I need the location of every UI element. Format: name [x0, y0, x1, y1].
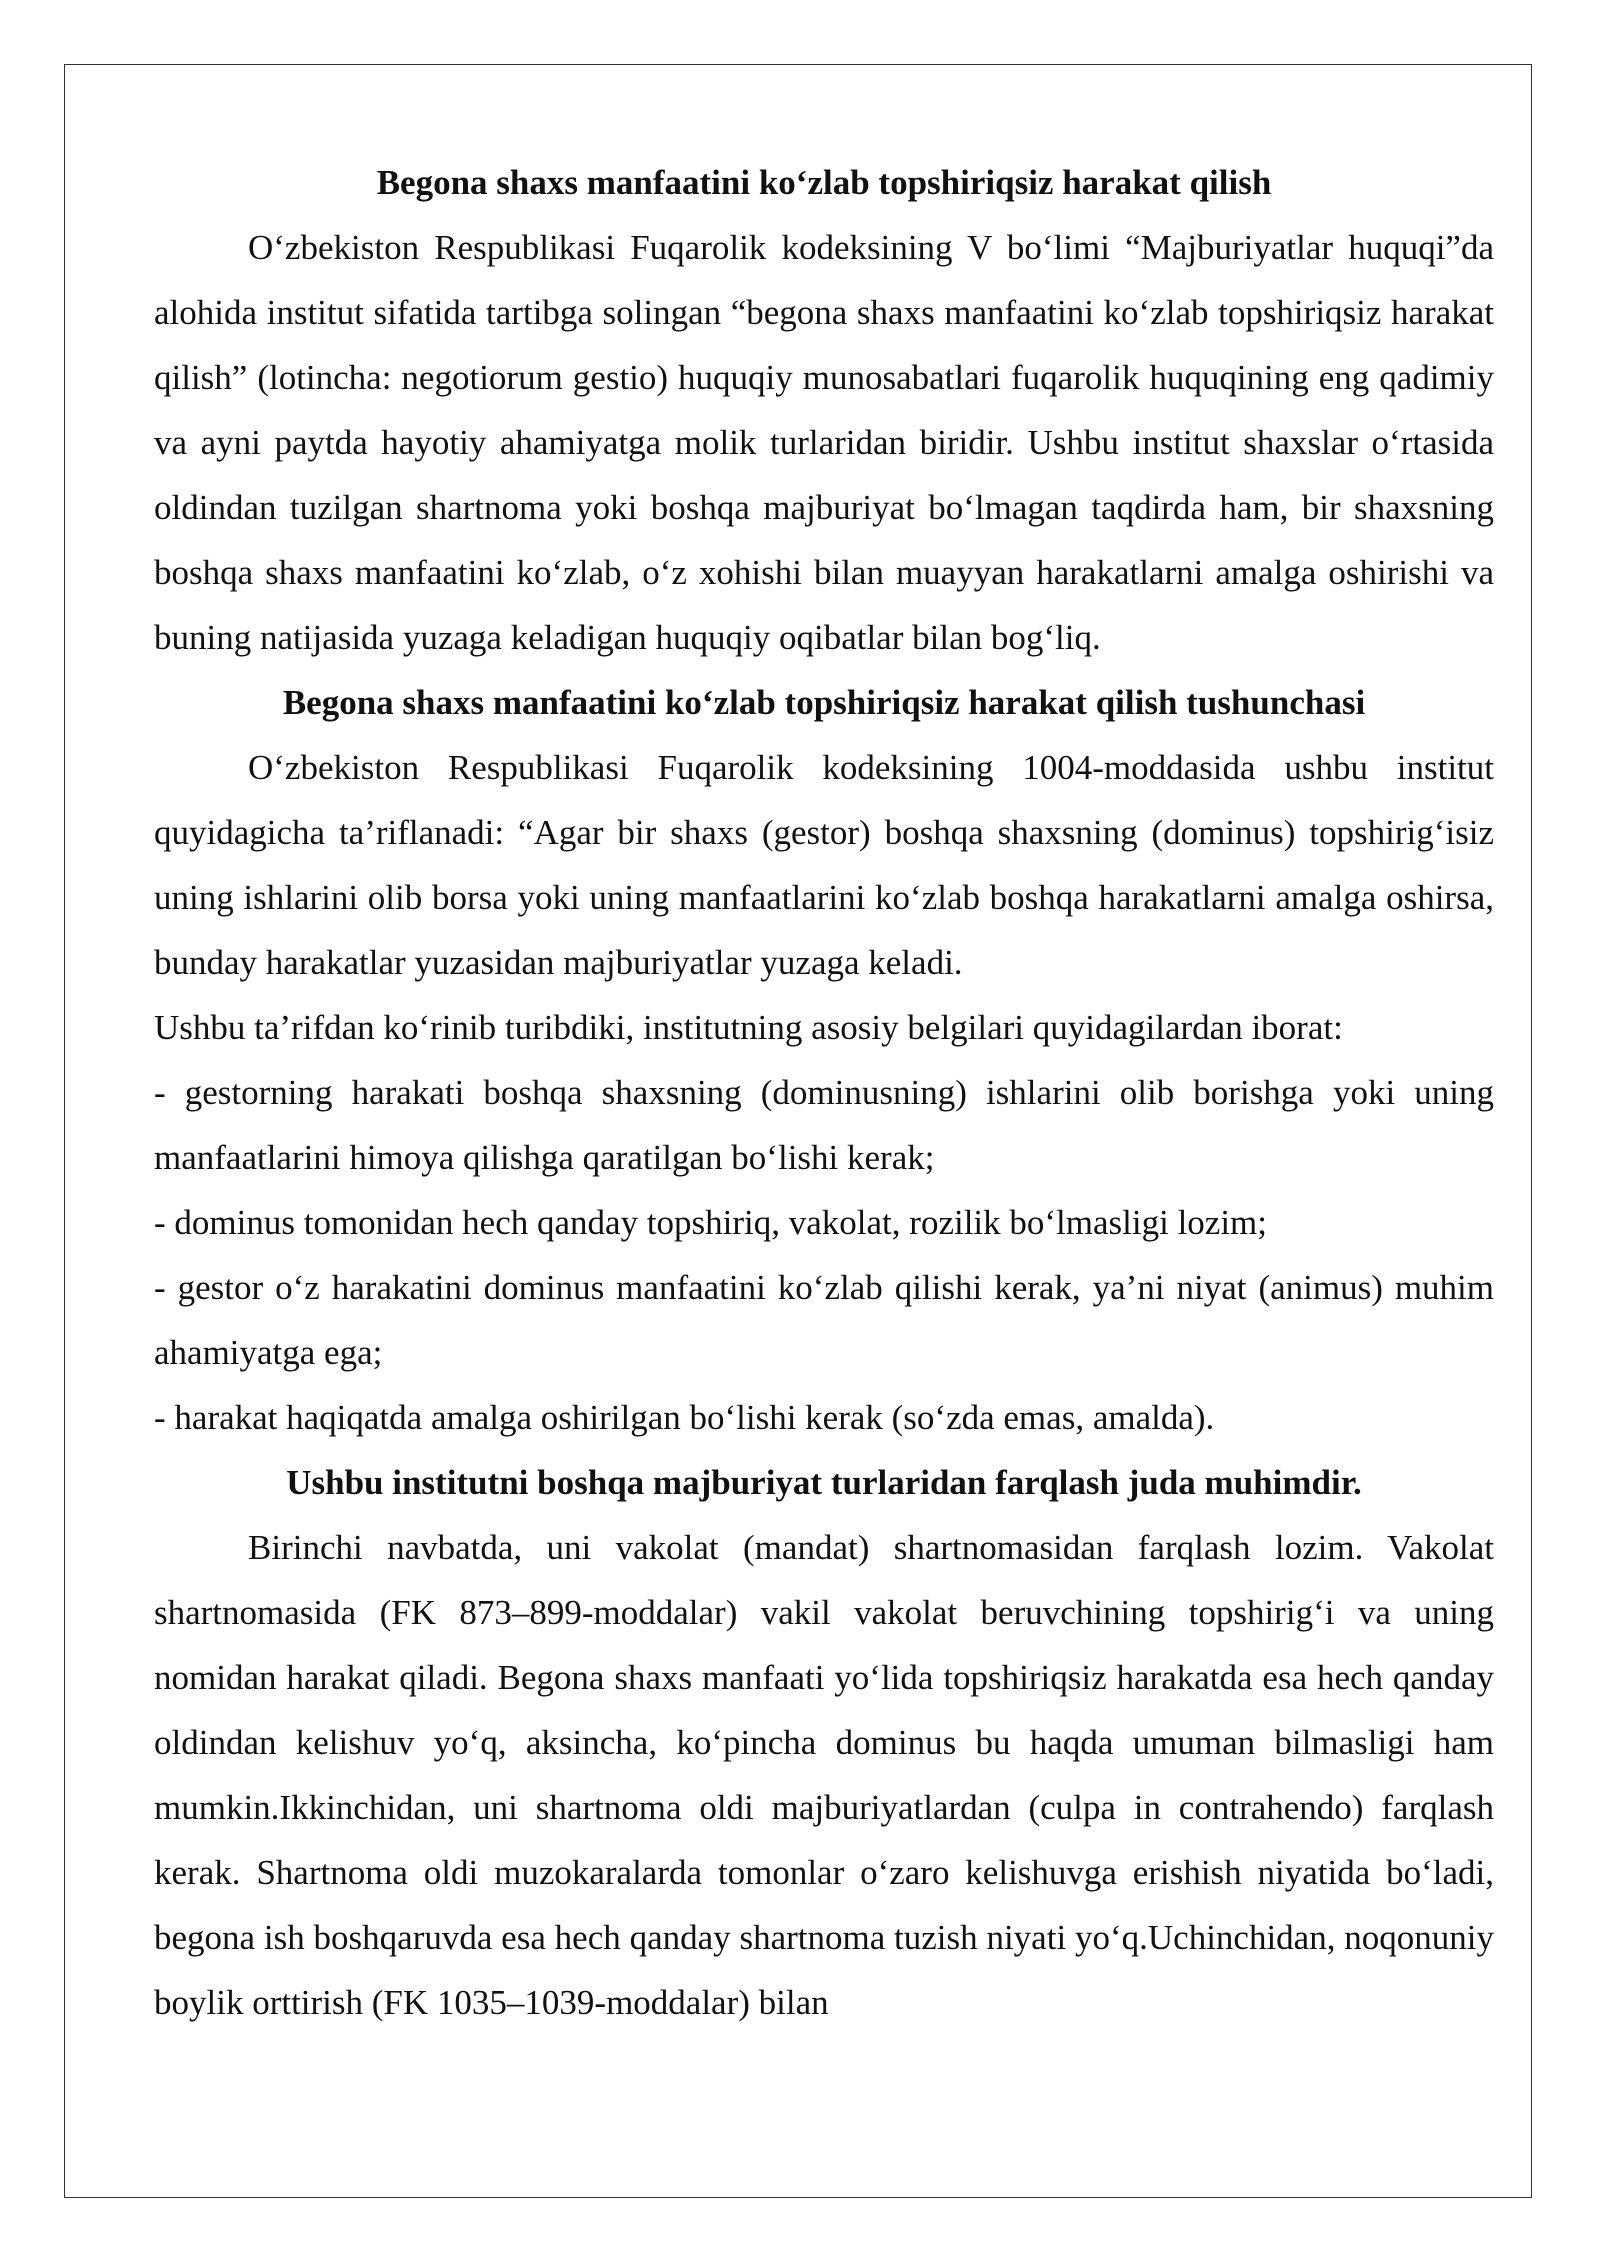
- heading-main: Begona shaxs manfaatini ko‘zlab topshiriqsiz harakat qilish: [376, 163, 1272, 202]
- paragraph-intro: O‘zbekiston Respublikasi Fuqarolik kodeksining V bo‘limi “Majburiyatlar huquqi”da alohida institut sifatida tartibga solingan “begona shaxs manfaatini ko‘zlab topshiriqsiz harakat qilish” (lotincha: negotiorum gestio) huquqiy munosabatlari fuqarolik huquqining eng qadimiy va ayni paytda hayotiy ahamiyatga molik turlaridan biridir. Ushbu institut shaxslar o‘rtasida oldindan tuzilgan shartnoma yoki boshqa majburiyat bo‘lmagan taqdirda ham, bir shaxsning boshqa shaxs manfaatini ko‘zlab, o‘z xohishi bilan muayyan harakatlarni amalga oshirishi va buning natijasida yuzaga keladigan huquqiy oqibatlar bilan bog‘liq.: [154, 228, 1494, 657]
- document-body: [154, 150, 1494, 2035]
- paragraph-definition: O‘zbekiston Respublikasi Fuqarolik kodeksining 1004-moddasida ushbu institut quyidagicha ta’riflanadi: “Agar bir shaxs (gestor) boshqa shaxsning (dominus) topshirig‘isiz uning ishlarini olib borsa yoki uning manfaatlarini ko‘zlab boshqa harakatlarni amalga oshirsa, bunday harakatlar yuzasidan majburiyatlar yuzaga keladi.: [154, 748, 1494, 982]
- features-intro-line: Ushbu ta’rifdan ko‘rinib turibdiki, institutning asosiy belgilari quyidagilardan iborat:: [154, 1008, 1343, 1047]
- list-item: - dominus tomonidan hech qanday topshiriq, vakolat, rozilik bo‘lmasligi lozim;: [154, 1203, 1268, 1242]
- paragraph-distinction: Birinchi navbatda, uni vakolat (mandat) shartnomasidan farqlash lozim. Vakolat shartnomasida (FK 873–899-moddalar) vakil vakolat beruvchining topshirig‘i va uning nomidan harakat qiladi. Begona shaxs manfaati yo‘lida topshiriqsiz harakatda esa hech qanday oldindan kelishuv yo‘q, aksincha, ko‘pincha dominus bu haqda umuman bilmasligi ham mumkin.Ikkinchidan, uni shartnoma oldi majburiyatlardan (culpa in contrahendo) farqlash kerak. Shartnoma oldi muzokaralarda tomonlar o‘zaro kelishuvga erishish niyatida bo‘ladi, begona ish boshqaruvda esa hech qanday shartnoma tuzish niyati yo‘q.Uchinchidan, noqonuniy boylik orttirish (FK 1035–1039-moddalar) bilan: [154, 1528, 1494, 2022]
- heading-distinction: Ushbu institutni boshqa majburiyat turlaridan farqlash juda muhimdir.: [286, 1463, 1362, 1502]
- list-item: - gestorning harakati boshqa shaxsning (dominusning) ishlarini olib borishga yoki uning manfaatlarini himoya qilishga qaratilgan bo‘lishi kerak;: [154, 1073, 1494, 1177]
- list-item: - harakat haqiqatda amalga oshirilgan bo‘lishi kerak (so‘zda emas, amalda).: [154, 1398, 1215, 1437]
- heading-concept: Begona shaxs manfaatini ko‘zlab topshiriqsiz harakat qilish tushunchasi: [282, 683, 1366, 722]
- list-item: - gestor o‘z harakatini dominus manfaatini ko‘zlab qilishi kerak, ya’ni niyat (animus) muhim ahamiyatga ega;: [154, 1268, 1494, 1372]
